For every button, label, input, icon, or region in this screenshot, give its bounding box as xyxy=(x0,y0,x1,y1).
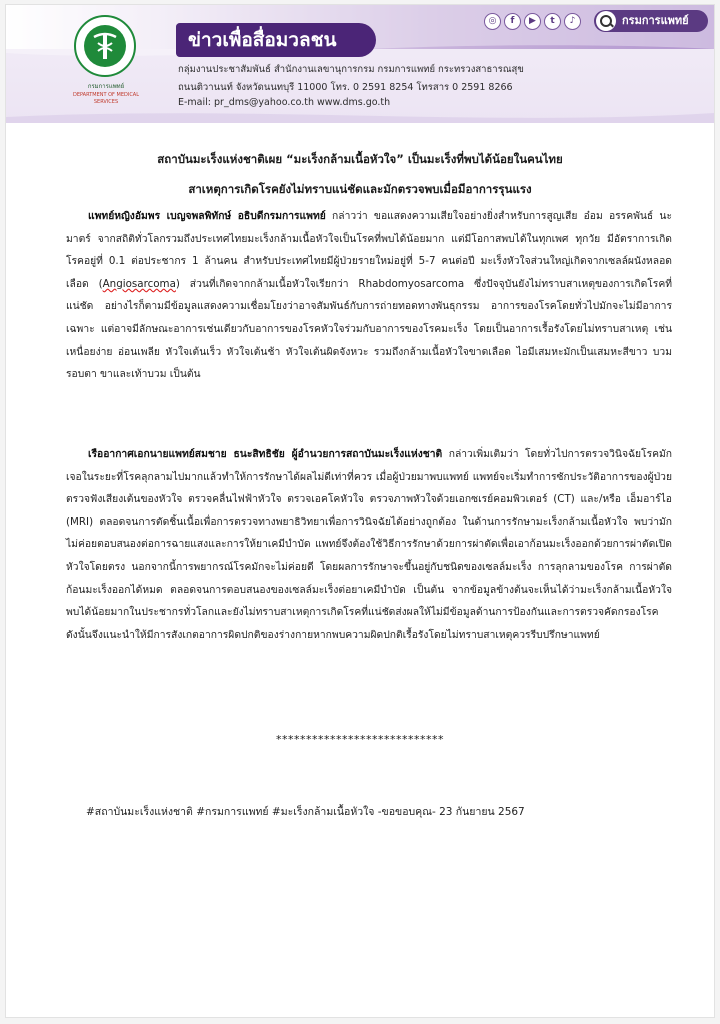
instagram-icon[interactable]: ◎ xyxy=(484,13,501,30)
logo-english-text: DEPARTMENT OF MEDICAL SERVICES xyxy=(72,92,140,105)
logo-thai-text: กรมการแพทย์ xyxy=(87,83,125,90)
paragraph-2-text: กล่าวเพิ่มเติมว่า โดยทั่วไปการตรวจวินิจฉัยโรคมักเจอในระยะที่โรคลุกลามไปมากแล้วทำให้การรักษาได้ผลไม่ดีเท่าที่ควร เมื่อผู้ป่วยมาพบแพทย์ แพทย์จะเริ่มทำการซักประวัติอาการของผู้ป่วย ตรวจฟังเสียงเต้นของหัวใจ ตรวจคลื่นไฟฟ้าหัวใจ ตรวจเอคโคหัวใจ ตรวจภาพหัวใจด้วยเอกซเรย์คอมพิวเตอร์ (CT) และ/หรือ เอ็มอาร์ไอ (MRI) ตลอดจนการตัดชิ้นเนื้อเพื่อการตรวจทางพยาธิวิทยาเพื่อการวินิจฉัยได้อย่างถูกต้อง ในด้านการรักษามะเร็งกล้ามเนื้อหัวใจ พบว่ามักไม่ค่อยตอบสนองต่อการฉายแสงและการให้ยาเคมีบำบัด แพทย์จึงต้องใช้วิธีการรักษาด้วยการผ่าตัดเพื่อเอาก้อนมะเร็งออกด้วยการผ่าตัดเปิดหัวใจโดยตรง นอกจากนี้การพยากรณ์โรคมักจะไม่ค่อยดี โดยผลการรักษาจะขึ้นอยู่กับชนิดของเซลล์มะเร็ง การลุกลามของโรค การผ่าตัดก้อนมะเร็งออกได้หมด ตลอดจนการตอบสนองของเซลล์มะเร็งต่อยาเคมีบำบัด เป็นต้น จากข้อมูลข้างต้นจะเห็นได้ว่ามะเร็งกล้ามเนื้อหัวใจพบได้น้อยมากในประชากรทั่วโลกและยังไม่ทราบสาเหตุการเกิดโรคที่แน่ชัดส่งผลให้ไม่มีข้อมูลด้านการป้องกันและการตรวจคัดกรองโรค ดังนั้นจึงแนะนำให้มีการสังเกตอาการผิดปกติของร่างกายหากพบความผิดปกติเรื้อรังโดยไม่ทราบสาเหตุควรรีบปรึกษาแพทย์ xyxy=(66,448,673,641)
banner-title: ข่าวเพื่อสื่อมวลชน xyxy=(176,23,376,57)
facebook-icon[interactable]: f xyxy=(504,13,521,30)
letterhead xyxy=(6,5,714,123)
search-icon xyxy=(596,11,616,31)
department-search-pill[interactable] xyxy=(594,10,708,32)
article-title: สถาบันมะเร็งแห่งชาติเผย “มะเร็งกล้ามเนื้อหัวใจ” เป็นมะเร็งที่พบได้น้อยในคนไทย xyxy=(157,152,563,166)
department-label: กรมการแพทย์ xyxy=(622,14,689,27)
speaker-1: แพทย์หญิงอัมพร เบญจพลพิทักษ์ อธิบดีกรมการแพทย์ xyxy=(88,210,326,222)
caduceus-icon xyxy=(84,25,126,67)
address-line: ถนนติวานนท์ จังหวัดนนทบุรี 11000 โทร. 0 2591 8254 โทรสาร 0 2591 8266 xyxy=(178,82,513,93)
twitter-icon[interactable]: t xyxy=(544,13,561,30)
logo-emblem xyxy=(84,25,126,67)
speaker-2: เรืออากาศเอกนายแพทย์สมชาย ธนะสิทธิชัย ผู้อำนวยการสถาบันมะเร็งแห่งชาติ xyxy=(88,448,443,460)
paragraph-1-text-b: ) ส่วนที่เกิดจากกล้ามเนื้อหัวใจเรียกว่า Rhabdomyosarcoma ซึ่งปัจจุบันยังไม่ทราบสาเหตุของการเกิดโรคที่แน่ชัด อย่างไรก็ตามมีข้อมูลแสดงความเชื่อมโยงว่าอาจสัมพันธ์กับการถ่ายทอดทางพันธุกรรม อาการของโรคโดยทั่วไปมักจะไม่มีอาการเฉพาะ แต่อาจมีลักษณะอาการเช่นเดียวกับอาการของโรคหัวใจร่วมกับอาการของโรคมะเร็ง โดยเป็นอาการเรื้อรังโดยไม่ทราบสาเหตุ เช่น เหนื่อยง่าย อ่อนเพลีย หัวใจเต้นเร็ว หัวใจเต้นช้า หัวใจเต้นผิดจังหวะ รวมถึงกล้ามเนื้อหัวใจขาดเลือด ไอมีเสมหะมักเป็นเสมหะสีขาว บวมรอบตา ขาและเท้าบวม เป็นต้น xyxy=(66,277,672,381)
youtube-icon[interactable]: ▶ xyxy=(524,13,541,30)
agency-line: กลุ่มงานประชาสัมพันธ์ สำนักงานเลขานุการกรม กรมการแพทย์ กระทรวงสาธารณสุข xyxy=(178,64,524,75)
paragraph-1 xyxy=(66,205,672,386)
angiosarcoma-term: Angiosarcoma xyxy=(102,277,176,290)
contact-line: E-mail: pr_dms@yahoo.co.th www.dms.go.th xyxy=(178,97,391,108)
paragraph-2 xyxy=(66,443,672,646)
social-icons xyxy=(484,13,581,30)
footer-tags: #สถาบันมะเร็งแห่งชาติ #กรมการแพทย์ #มะเร็งกล้ามเนื้อหัวใจ -ขอขอบคุณ- 23 กันยายน 2567 xyxy=(86,806,525,818)
paragraph-1-text-a: กล่าวว่า ขอแสดงความเสียใจอย่างยิ่งสำหรับการสูญเสีย อ๋อม อรรคพันธ์ นะมาตร์ จากสถิติทั่วโลกรวมถึงประเทศไทยมะเร็งกล้ามเนื้อหัวใจเป็นโรคที่พบได้น้อยมาก แต่มีโอกาสพบได้ในทุกเพศ ทุกวัย มีอัตราการเกิดโรคอยู่ที่ 0.1 ต่อประชากร 1 ล้านคน สำหรับประเทศไทยมีผู้ป่วยรายใหม่อยู่ที่ 5-7 คนต่อปี มะเร็งหัวใจส่วนใหญ่เกิดจากเซลล์ผนังหลอดเลือด ( xyxy=(66,210,672,290)
logo-seal xyxy=(74,15,136,77)
ministry-logo xyxy=(66,13,146,117)
article-subtitle: สาเหตุการเกิดโรคยังไม่ทราบแน่ชัดและมักตรวจพบเมื่อมีอาการรุนแรง xyxy=(188,182,532,196)
press-release-page xyxy=(6,5,714,1017)
separator: **************************** xyxy=(276,733,444,746)
tiktok-icon[interactable]: ♪ xyxy=(564,13,581,30)
